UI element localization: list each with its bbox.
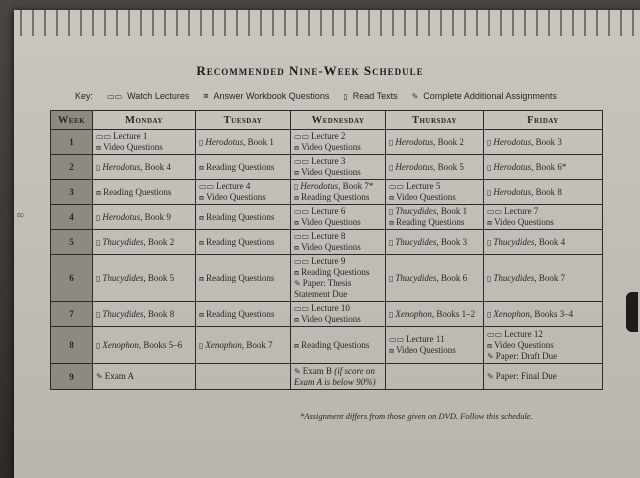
schedule-cell bbox=[196, 205, 291, 230]
tape-icon: ▭▭ bbox=[389, 182, 405, 191]
schedule-cell bbox=[196, 364, 291, 390]
page-icon: ▯ bbox=[487, 309, 492, 319]
schedule-cell bbox=[196, 255, 291, 302]
page-icon: ▯ bbox=[389, 273, 394, 283]
assignment-item bbox=[487, 217, 599, 228]
header-week: Week bbox=[51, 111, 93, 130]
table-row bbox=[51, 327, 603, 364]
assignment-detail: , Book 5 bbox=[433, 161, 464, 172]
assignment-item bbox=[294, 314, 382, 325]
assignment-text: Herodotus bbox=[395, 161, 434, 172]
assignment-detail: , Books 5–6 bbox=[138, 339, 183, 350]
assignment-text: Thucydides bbox=[493, 272, 535, 283]
page-icon: ▯ bbox=[487, 162, 492, 172]
page-icon: ▯ bbox=[96, 162, 101, 172]
assignment-text: Lecture 9 bbox=[311, 256, 346, 266]
assignment-text: Herodotus bbox=[493, 161, 532, 172]
assignment-detail: , Book 1 bbox=[243, 136, 274, 147]
schedule-cell bbox=[386, 302, 484, 327]
schedule-cell bbox=[291, 205, 386, 230]
assignment-text: Reading Questions bbox=[301, 192, 370, 202]
assignment-item bbox=[199, 181, 287, 192]
book-icon: ⧈ bbox=[294, 168, 300, 177]
assignment-item bbox=[96, 212, 192, 223]
assignment-item bbox=[294, 156, 382, 167]
book-icon: ⧈ bbox=[389, 193, 395, 202]
assignment-detail: , Books 3–4 bbox=[529, 308, 574, 319]
assignment-item bbox=[487, 371, 599, 382]
key-text: Read Texts bbox=[352, 91, 398, 101]
assignment-item bbox=[96, 131, 192, 142]
page-icon: ▯ bbox=[343, 91, 348, 101]
pen-icon: ✎ bbox=[487, 372, 494, 381]
book-icon: ⧈ bbox=[389, 346, 395, 355]
assignment-item bbox=[199, 340, 287, 351]
assignment-text: Reading Questions bbox=[206, 272, 275, 283]
assignment-text: Thucydides bbox=[102, 236, 144, 247]
schedule-table bbox=[50, 110, 603, 390]
schedule-cell bbox=[93, 130, 196, 155]
assignment-item bbox=[487, 162, 599, 173]
schedule-cell bbox=[196, 327, 291, 364]
assignment-item bbox=[96, 340, 192, 351]
assignment-text: Video Questions bbox=[206, 192, 266, 202]
header-tuesday: Tuesday bbox=[196, 111, 291, 130]
schedule-cell bbox=[484, 130, 603, 155]
assignment-text: Xenophon bbox=[205, 339, 242, 350]
schedule-cell bbox=[484, 155, 603, 180]
book-icon: ⧈ bbox=[199, 212, 205, 222]
assignment-text: Thucydides bbox=[395, 236, 437, 247]
schedule-cell bbox=[291, 302, 386, 327]
assignment-text: Exam B bbox=[302, 365, 332, 376]
assignment-detail: , Book 8 bbox=[531, 186, 562, 197]
key-item-read bbox=[343, 91, 397, 101]
assignment-item bbox=[389, 181, 480, 192]
assignment-text: Reading Questions bbox=[206, 211, 275, 222]
schedule-cell bbox=[291, 255, 386, 302]
tape-icon: ▭▭ bbox=[96, 132, 112, 141]
week-number: 3 bbox=[51, 180, 93, 205]
schedule-cell bbox=[386, 205, 484, 230]
assignment-text: Reading Questions bbox=[301, 267, 370, 277]
assignment-text: Video Questions bbox=[301, 167, 361, 177]
page-icon: ▯ bbox=[96, 340, 101, 350]
pen-icon: ✎ bbox=[294, 279, 301, 288]
header-thursday: Thursday bbox=[386, 111, 484, 130]
tape-icon: ▭▭ bbox=[294, 304, 310, 313]
assignment-detail: , Book 4 bbox=[140, 161, 171, 172]
assignment-text: Reading Questions bbox=[301, 339, 370, 350]
assignment-detail: , Book 2 bbox=[143, 236, 175, 247]
book-icon: ⧈ bbox=[199, 237, 205, 247]
assignment-text: Video Questions bbox=[494, 339, 554, 350]
page-icon: ▯ bbox=[199, 137, 204, 147]
key-item-watch bbox=[107, 91, 189, 101]
assignment-item bbox=[294, 167, 382, 178]
assignment-item bbox=[294, 217, 382, 228]
page-icon: ▯ bbox=[487, 237, 492, 247]
assignment-item bbox=[389, 309, 480, 320]
book-icon: ⧈ bbox=[294, 315, 300, 324]
book-icon: ⧈ bbox=[487, 340, 493, 350]
assignment-detail: , Book 3 bbox=[436, 236, 468, 247]
tape-icon: ▭▭ bbox=[294, 232, 310, 241]
assignment-text: Reading Questions bbox=[206, 161, 275, 172]
assignment-item bbox=[487, 237, 599, 248]
assignment-item bbox=[96, 162, 192, 173]
schedule-cell bbox=[291, 180, 386, 205]
schedule-cell bbox=[291, 364, 386, 390]
schedule-cell bbox=[291, 155, 386, 180]
assignment-text: Herodotus bbox=[205, 136, 244, 147]
schedule-cell bbox=[484, 255, 603, 302]
schedule-cell bbox=[93, 327, 196, 364]
assignment-detail: , Book 3 bbox=[531, 136, 562, 147]
assignment-item bbox=[294, 256, 382, 267]
week-number: 9 bbox=[51, 364, 93, 390]
assignment-item bbox=[389, 334, 480, 345]
assignment-detail: , Books 1–2 bbox=[431, 308, 476, 319]
schedule-cell bbox=[196, 230, 291, 255]
assignment-item bbox=[294, 340, 382, 351]
tape-icon: ▭▭ bbox=[294, 132, 310, 141]
schedule-cell bbox=[196, 155, 291, 180]
assignment-item bbox=[96, 237, 192, 248]
schedule-cell bbox=[484, 364, 603, 390]
pen-icon: ✎ bbox=[411, 91, 419, 101]
week-number: 2 bbox=[51, 155, 93, 180]
assignment-item bbox=[199, 162, 287, 173]
week-number: 7 bbox=[51, 302, 93, 327]
assignment-item bbox=[487, 340, 599, 351]
assignment-text: Herodotus bbox=[493, 186, 532, 197]
assignment-detail: , Book 7 bbox=[241, 339, 273, 350]
assignment-item bbox=[294, 142, 382, 153]
page-icon: ▯ bbox=[487, 187, 492, 197]
week-number: 1 bbox=[51, 130, 93, 155]
assignment-text: Reading Questions bbox=[396, 217, 465, 227]
assignment-text: Video Questions bbox=[396, 192, 456, 202]
book-icon: ⧈ bbox=[294, 268, 300, 277]
key-text: Watch Lectures bbox=[127, 91, 190, 101]
assignment-detail: , Book 6 bbox=[436, 272, 468, 283]
assignment-detail: , Book 1 bbox=[436, 206, 468, 216]
tape-icon: ▭▭ bbox=[199, 182, 215, 191]
page-icon: ▯ bbox=[199, 340, 204, 350]
book-icon: ⧈ bbox=[487, 218, 493, 227]
assignment-item bbox=[294, 303, 382, 314]
assignment-item bbox=[389, 217, 480, 228]
assignment-text: Herodotus bbox=[102, 211, 141, 222]
schedule-cell bbox=[196, 130, 291, 155]
assignment-text: Lecture 10 bbox=[311, 303, 350, 313]
assignment-item bbox=[294, 267, 382, 278]
assignment-text: Paper: Final Due bbox=[495, 371, 557, 381]
assignment-text: Video Questions bbox=[301, 314, 361, 324]
page-icon: ▯ bbox=[487, 137, 492, 147]
page-icon: ▯ bbox=[389, 207, 394, 216]
book-icon: ⧈ bbox=[96, 143, 102, 152]
schedule-cell bbox=[484, 205, 603, 230]
table-row bbox=[51, 302, 603, 327]
assignment-item bbox=[389, 273, 480, 284]
assignment-item bbox=[199, 212, 287, 223]
assignment-condition: (if score on Exam A is below 90%) bbox=[294, 365, 376, 387]
assignment-item bbox=[294, 206, 382, 217]
schedule-cell bbox=[93, 180, 196, 205]
assignment-text: Video Questions bbox=[301, 142, 361, 152]
assignment-text: Reading Questions bbox=[206, 308, 275, 319]
key-item-additional bbox=[412, 91, 557, 101]
assignment-text: Exam A bbox=[104, 371, 134, 381]
schedule-cell bbox=[386, 364, 484, 390]
schedule-cell bbox=[196, 180, 291, 205]
assignment-item bbox=[96, 309, 192, 320]
assignment-text: Thucydides bbox=[395, 206, 437, 216]
assignment-text: Lecture 4 bbox=[216, 181, 251, 191]
assignment-item bbox=[487, 273, 599, 284]
schedule-cell bbox=[484, 327, 603, 364]
header-monday: Monday bbox=[93, 111, 196, 130]
assignment-text: Thucydides bbox=[102, 308, 144, 319]
book-icon: ⧈ bbox=[294, 193, 300, 202]
schedule-cell bbox=[93, 302, 196, 327]
assignment-text: Lecture 1 bbox=[113, 131, 148, 141]
assignment-item bbox=[294, 192, 382, 203]
tape-icon: ▭▭ bbox=[107, 91, 123, 101]
schedule-cell bbox=[93, 255, 196, 302]
assignment-item bbox=[199, 273, 287, 284]
assignment-item bbox=[389, 137, 480, 148]
schedule-cell bbox=[484, 230, 603, 255]
schedule-cell bbox=[93, 364, 196, 390]
schedule-cell bbox=[386, 155, 484, 180]
header-wednesday: Wednesday bbox=[291, 111, 386, 130]
assignment-item bbox=[487, 351, 599, 362]
schedule-cell bbox=[291, 327, 386, 364]
page-icon: ▯ bbox=[389, 162, 394, 172]
assignment-text: Video Questions bbox=[103, 142, 163, 152]
assignment-text: Video Questions bbox=[301, 242, 361, 252]
book-icon: ⧈ bbox=[294, 340, 300, 350]
assignment-text: Lecture 5 bbox=[406, 181, 441, 191]
footnote: *Assignment differs from those given on DVD. Follow this schedule. bbox=[300, 411, 533, 421]
page-icon: ▯ bbox=[487, 273, 492, 283]
assignment-item bbox=[389, 192, 480, 203]
table-row bbox=[51, 155, 603, 180]
assignment-text: Lecture 6 bbox=[311, 206, 346, 216]
book-icon: ⧈ bbox=[199, 309, 205, 319]
assignment-item bbox=[487, 309, 599, 320]
page-icon: ▯ bbox=[96, 273, 101, 283]
week-number: 5 bbox=[51, 230, 93, 255]
assignment-text: Xenophon bbox=[493, 308, 530, 319]
schedule-cell bbox=[386, 230, 484, 255]
assignment-item bbox=[389, 162, 480, 173]
book-icon: ⧈ bbox=[199, 162, 205, 172]
table-row bbox=[51, 364, 603, 390]
schedule-cell bbox=[93, 155, 196, 180]
page-number: 8 bbox=[15, 212, 26, 218]
assignment-text: Lecture 12 bbox=[504, 328, 543, 339]
assignment-item bbox=[199, 192, 287, 203]
schedule-cell bbox=[484, 180, 603, 205]
table-row bbox=[51, 205, 603, 230]
week-number: 8 bbox=[51, 327, 93, 364]
header-row bbox=[51, 111, 603, 130]
table-row bbox=[51, 180, 603, 205]
table-row bbox=[51, 255, 603, 302]
key-text: Answer Workbook Questions bbox=[213, 91, 330, 101]
book-icon: ⧈ bbox=[199, 193, 205, 202]
schedule-cell bbox=[291, 130, 386, 155]
assignment-text: Paper: Thesis Statement Due bbox=[294, 278, 352, 299]
page-icon: ▯ bbox=[389, 309, 394, 319]
assignment-item bbox=[199, 237, 287, 248]
assignment-text: Lecture 11 bbox=[406, 334, 445, 344]
schedule-cell bbox=[196, 302, 291, 327]
assignment-text: Herodotus bbox=[493, 136, 532, 147]
week-number: 4 bbox=[51, 205, 93, 230]
page-icon: ▯ bbox=[96, 212, 101, 222]
assignment-text: Thucydides bbox=[102, 272, 144, 283]
book-icon: ⧈ bbox=[294, 143, 300, 152]
key-item-answer bbox=[203, 91, 329, 101]
assignment-item bbox=[487, 206, 599, 217]
assignment-item bbox=[96, 371, 192, 382]
tape-icon: ▭▭ bbox=[389, 335, 405, 344]
table-row bbox=[51, 230, 603, 255]
assignment-text: Video Questions bbox=[494, 217, 554, 227]
schedule-cell bbox=[386, 327, 484, 364]
assignment-item bbox=[389, 206, 480, 217]
tape-icon: ▭▭ bbox=[294, 257, 310, 266]
assignment-item bbox=[294, 366, 382, 388]
week-number: 6 bbox=[51, 255, 93, 302]
book-icon: ⧈ bbox=[294, 218, 300, 227]
assignment-text: Xenophon bbox=[395, 308, 432, 319]
assignment-item bbox=[487, 137, 599, 148]
assignment-text: Xenophon bbox=[102, 339, 139, 350]
page-icon: ▯ bbox=[96, 237, 101, 247]
assignment-text: Lecture 8 bbox=[311, 231, 346, 241]
key-legend bbox=[75, 91, 557, 101]
book-icon: ⧈ bbox=[96, 187, 102, 197]
page-icon: ▯ bbox=[294, 182, 299, 191]
assignment-text: Herodotus bbox=[102, 161, 141, 172]
assignment-text: Thucydides bbox=[493, 236, 535, 247]
key-text: Complete Additional Assignments bbox=[423, 91, 557, 101]
assignment-text: Herodotus bbox=[395, 136, 434, 147]
assignment-item bbox=[199, 309, 287, 320]
pen-icon: ✎ bbox=[487, 351, 494, 361]
assignment-item bbox=[294, 181, 382, 192]
book-icon: ⧈ bbox=[389, 218, 395, 227]
assignment-text: Lecture 3 bbox=[311, 156, 346, 166]
assignment-detail: , Book 8 bbox=[143, 308, 175, 319]
assignment-item bbox=[294, 278, 382, 300]
assignment-item bbox=[389, 345, 480, 356]
spiral-binding bbox=[14, 10, 640, 36]
assignment-item bbox=[487, 187, 599, 198]
pen-icon: ✎ bbox=[96, 372, 103, 381]
tape-icon: ▭▭ bbox=[294, 207, 310, 216]
assignment-text: Reading Questions bbox=[206, 236, 275, 247]
assignment-text: Lecture 2 bbox=[311, 131, 346, 141]
page-icon: ▯ bbox=[389, 137, 394, 147]
assignment-item bbox=[294, 242, 382, 253]
assignment-text: Reading Questions bbox=[103, 186, 172, 197]
assignment-detail: , Book 4 bbox=[534, 236, 566, 247]
tape-icon: ▭▭ bbox=[487, 207, 503, 216]
book-icon: ⧈ bbox=[199, 273, 205, 283]
assignment-text: Paper: Draft Due bbox=[495, 350, 558, 361]
schedule-cell bbox=[93, 205, 196, 230]
table-row bbox=[51, 130, 603, 155]
assignment-text: Herodotus bbox=[300, 181, 339, 191]
schedule-cell bbox=[386, 255, 484, 302]
header-friday: Friday bbox=[484, 111, 603, 130]
assignment-item bbox=[294, 231, 382, 242]
assignment-item bbox=[199, 137, 287, 148]
book-icon: ⧈ bbox=[203, 91, 209, 100]
assignment-detail: , Book 2 bbox=[433, 136, 464, 147]
assignment-text: Video Questions bbox=[396, 345, 456, 355]
page-icon: ▯ bbox=[389, 237, 394, 247]
schedule-cell bbox=[386, 180, 484, 205]
schedule-cell bbox=[291, 230, 386, 255]
assignment-detail: , Book 5 bbox=[143, 272, 175, 283]
assignment-detail: , Book 6* bbox=[531, 161, 567, 172]
page-icon: ▯ bbox=[96, 309, 101, 319]
assignment-detail: , Book 7* bbox=[338, 181, 374, 191]
assignment-text: Thucydides bbox=[395, 272, 437, 283]
schedule-title: Recommended Nine-Week Schedule bbox=[196, 63, 424, 78]
tape-icon: ▭▭ bbox=[487, 329, 503, 339]
schedule-cell bbox=[93, 230, 196, 255]
assignment-text: Lecture 7 bbox=[504, 206, 539, 216]
schedule-cell bbox=[386, 130, 484, 155]
assignment-item bbox=[96, 142, 192, 153]
pen-icon: ✎ bbox=[294, 366, 301, 376]
assignment-detail: , Book 9 bbox=[140, 211, 171, 222]
assignment-item bbox=[487, 329, 599, 340]
tape-icon: ▭▭ bbox=[294, 157, 310, 166]
assignment-item bbox=[389, 237, 480, 248]
assignment-item bbox=[96, 187, 192, 198]
assignment-item bbox=[294, 131, 382, 142]
schedule-cell bbox=[484, 302, 603, 327]
book-icon: ⧈ bbox=[294, 243, 300, 252]
key-label: Key: bbox=[75, 91, 94, 101]
page-edge-tab bbox=[626, 292, 638, 332]
assignment-detail: , Book 7 bbox=[534, 272, 566, 283]
assignment-item bbox=[96, 273, 192, 284]
assignment-text: Video Questions bbox=[301, 217, 361, 227]
